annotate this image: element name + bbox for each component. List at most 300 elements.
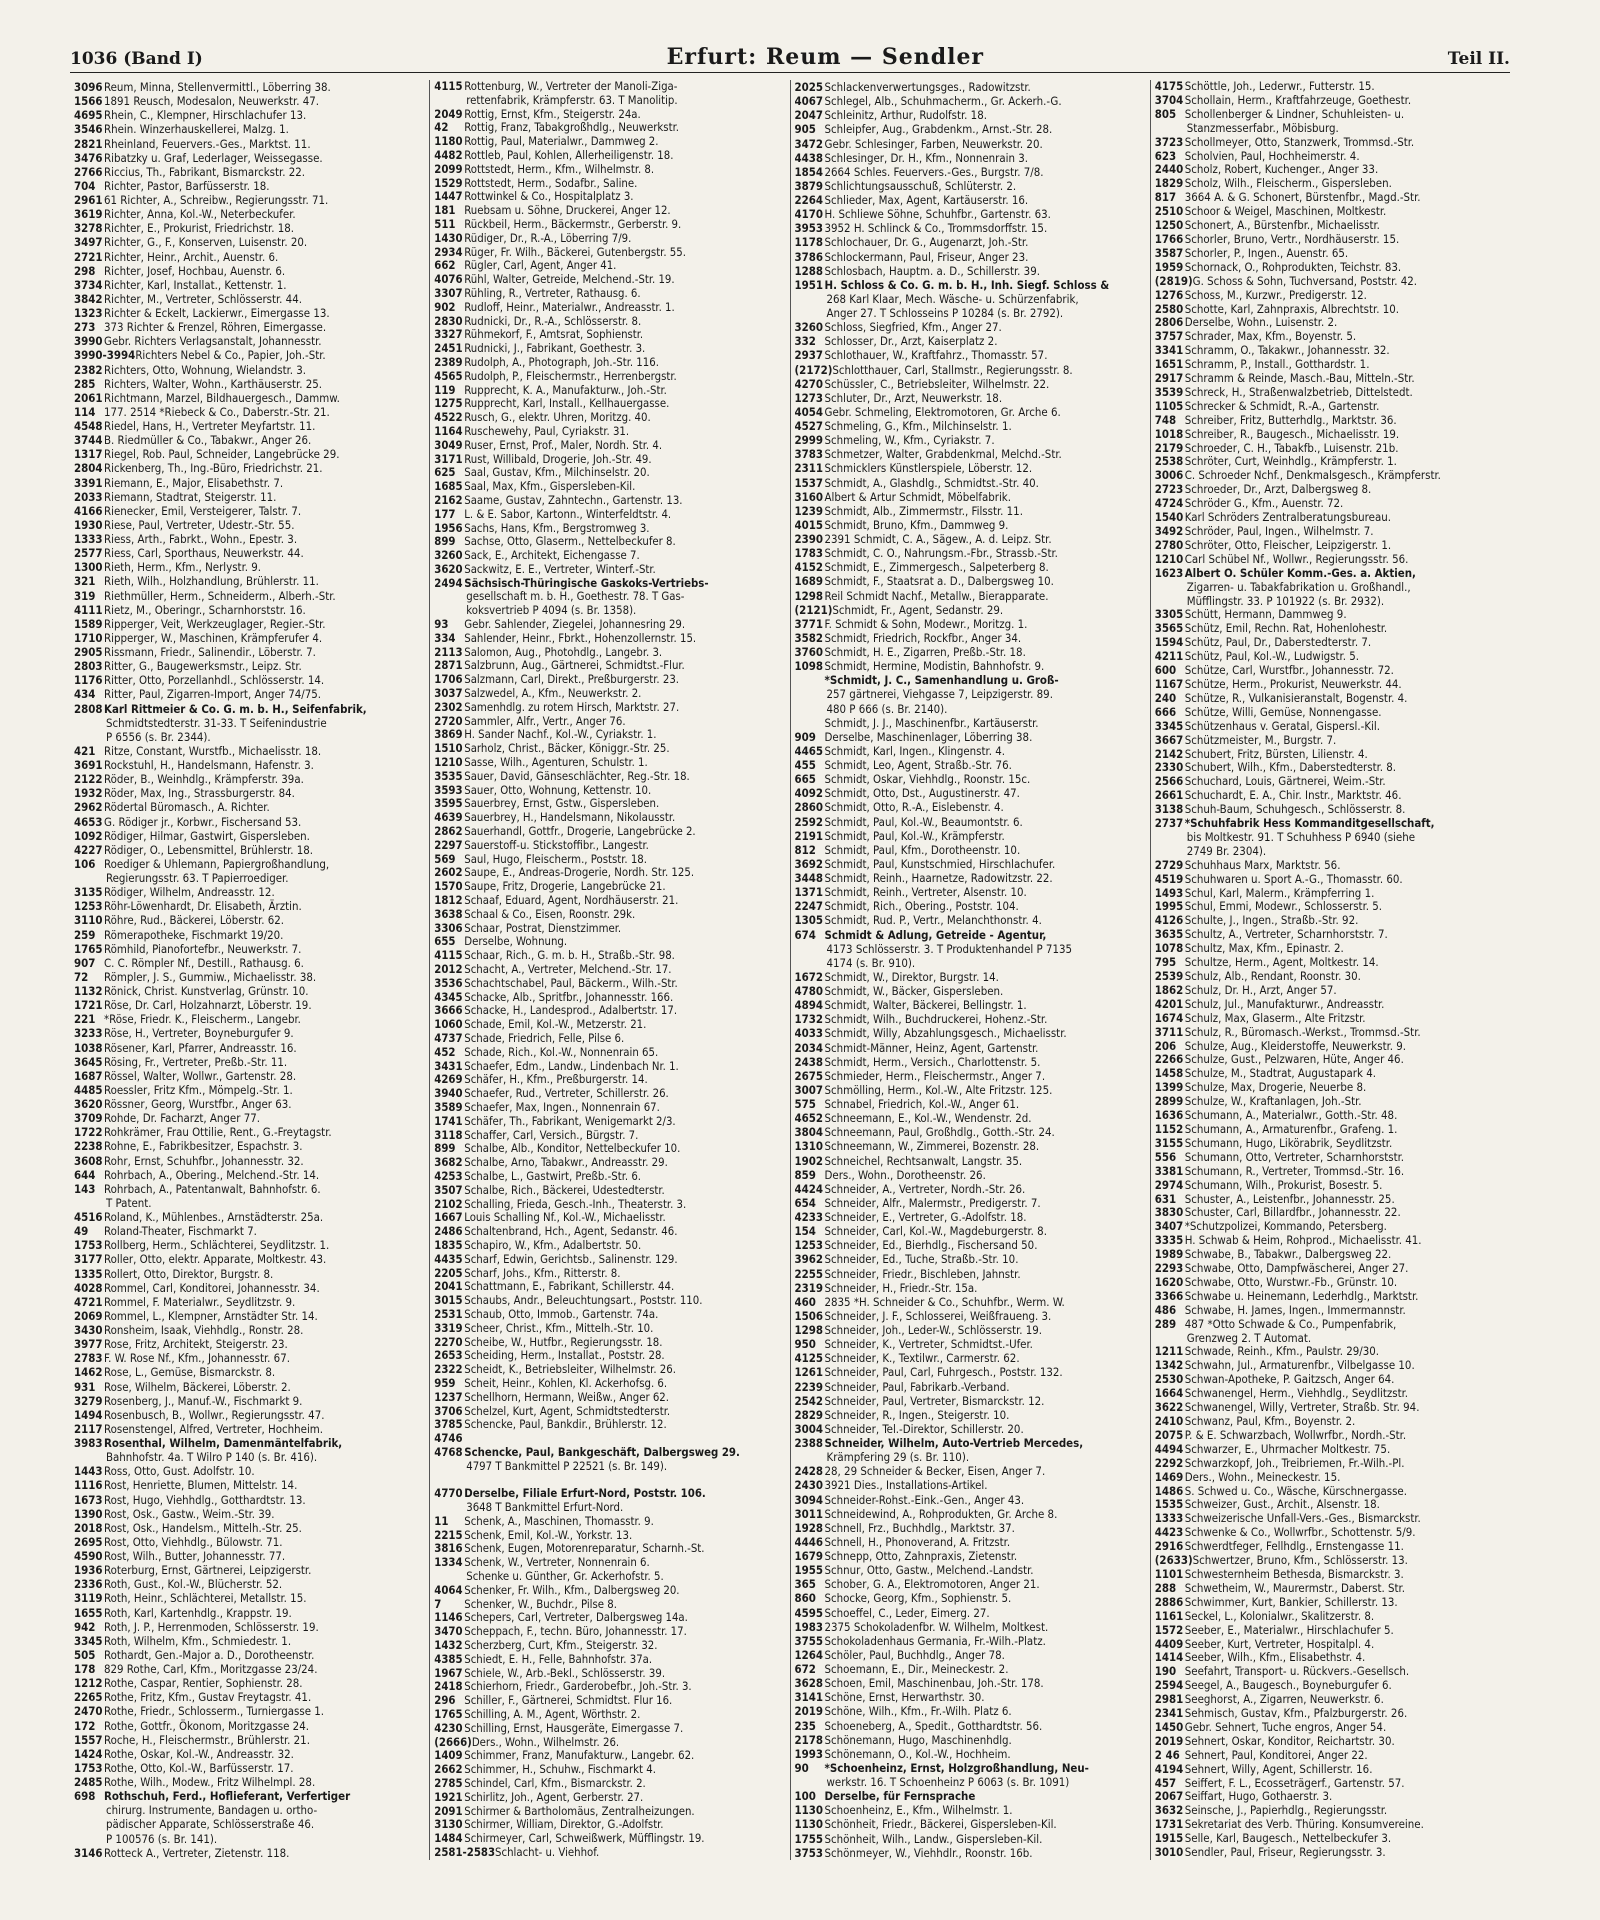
directory-entry bbox=[1155, 706, 1506, 720]
directory-entry bbox=[434, 1377, 785, 1391]
entry-text: Roth, Wilhelm, Kfm., Schmiedestr. 1. bbox=[104, 1633, 292, 1648]
directory-entry bbox=[74, 1606, 425, 1620]
entry-text: Ruebsam u. Söhne, Druckerei, Anger 12. bbox=[464, 204, 671, 218]
directory-entry bbox=[434, 1129, 785, 1143]
entry-text: Rudolph, A., Photograph, Joh.-Str. 116. bbox=[464, 355, 659, 369]
phone-number: 1673 bbox=[74, 1492, 103, 1507]
phone-number: 907 bbox=[74, 955, 96, 970]
directory-entry bbox=[1155, 330, 1506, 344]
directory-entry bbox=[434, 1667, 785, 1681]
entry-text: Schleipfer, Aug., Grabdenkm., Arnst.-Str. 28. bbox=[824, 122, 1053, 137]
entry-text: Schalling, Frieda, Gesch.-Inh., Theaterstr. 3. bbox=[464, 1197, 687, 1211]
entry-text: Sehnert, Willy, Agent, Schillerstr. 16. bbox=[1184, 1762, 1373, 1776]
directory-entry bbox=[795, 871, 1146, 885]
entry-text: P 100576 (s. Br. 141). bbox=[106, 1831, 218, 1846]
entry-text: Schenk, Eugen, Motorenreparatur, Scharnh.-St. bbox=[464, 1542, 705, 1556]
phone-number: 625 bbox=[434, 466, 456, 480]
directory-entry bbox=[1155, 469, 1506, 483]
directory-entry bbox=[434, 190, 785, 204]
entry-text: Schmetzer, Walter, Grabdenkmal, Melchd.-Str. bbox=[824, 447, 1062, 462]
directory-entry bbox=[795, 1719, 1146, 1733]
phone-number: 1060 bbox=[434, 1018, 463, 1032]
phone-number: 2255 bbox=[794, 1266, 824, 1281]
directory-entry bbox=[434, 1818, 785, 1832]
directory-entry bbox=[74, 786, 425, 800]
directory-entry bbox=[74, 843, 425, 857]
entry-text: Schoss, M., Kurzwr., Predigerstr. 12. bbox=[1184, 288, 1367, 302]
entry-text: Schüssler, C., Betriebsleiter, Wilhelmstr. 22. bbox=[824, 376, 1050, 391]
directory-entry bbox=[795, 899, 1146, 913]
entry-text: Schneemann, W., Zimmerei, Bozenstr. 28. bbox=[824, 1139, 1040, 1154]
entry-text: Schuhhaus Marx, Marktstr. 56. bbox=[1184, 858, 1341, 872]
directory-entry bbox=[1155, 1193, 1506, 1207]
directory-entry bbox=[434, 1060, 785, 1074]
directory-entry bbox=[434, 1749, 785, 1763]
phone-number: 1679 bbox=[794, 1549, 824, 1563]
directory-entry bbox=[74, 1154, 425, 1168]
entry-text: Rost, Osk., Handelsm., Mittelh.-Str. 25. bbox=[104, 1520, 302, 1535]
phone-number: 2860 bbox=[794, 800, 824, 815]
entry-text: Schumann, Wilh., Prokurist, Bosestr. 5. bbox=[1184, 1178, 1383, 1192]
entry-text: Sarholz, Christ., Bäcker, Königgr.-Str. 25. bbox=[464, 742, 670, 756]
phone-number: 1722 bbox=[74, 1125, 103, 1140]
phone-number: 1101 bbox=[1154, 1567, 1184, 1581]
phone-number: 3470 bbox=[434, 1625, 463, 1639]
phone-number: 3816 bbox=[434, 1542, 463, 1556]
phone-number: 486 bbox=[1154, 1303, 1177, 1317]
phone-number: 3366 bbox=[1154, 1289, 1184, 1303]
entry-text: Rottig, Franz, Tabakgroßhdlg., Neuwerkstr. bbox=[464, 121, 679, 135]
phone-number: 4385 bbox=[434, 1652, 463, 1666]
directory-entry bbox=[74, 1337, 425, 1351]
directory-entry bbox=[74, 1097, 425, 1111]
directory-entry bbox=[74, 871, 425, 885]
directory-entry bbox=[434, 922, 785, 936]
directory-entry bbox=[74, 603, 425, 617]
phone-number: 2330 bbox=[1154, 761, 1184, 775]
phone-number: 321 bbox=[74, 574, 96, 589]
entry-text: Louis Schalling Nf., Kol.-W., Michaelisstr. bbox=[464, 1211, 666, 1225]
directory-entry bbox=[1155, 1415, 1506, 1429]
directory-entry bbox=[1155, 859, 1506, 873]
phone-number: 3260 bbox=[794, 320, 824, 335]
entry-text: Röse, Dr. Carl, Holzahnarzt, Löberstr. 19. bbox=[104, 998, 312, 1013]
entry-text: Schokoladenhaus Germania, Fr.-Wilh.-Platz. bbox=[824, 1633, 1046, 1648]
directory-entry bbox=[1155, 511, 1506, 525]
phone-number: 2538 bbox=[1154, 455, 1184, 469]
directory-entry bbox=[74, 1210, 425, 1224]
phone-number: 2962 bbox=[74, 800, 103, 815]
entry-text: Roche, H., Fleischermstr., Brühlerstr. 21. bbox=[104, 1732, 310, 1747]
directory-entry bbox=[434, 108, 785, 122]
directory-entry bbox=[1155, 219, 1506, 233]
entry-text: Rost, Henriette, Blumen, Mittelstr. 14. bbox=[104, 1478, 298, 1493]
entry-text: Schumann, A., Materialwr., Gotth.-Str. 48. bbox=[1184, 1109, 1398, 1123]
phone-number: 2905 bbox=[74, 645, 103, 659]
directory-entry bbox=[1155, 1067, 1506, 1081]
directory-entry bbox=[434, 1584, 785, 1598]
entry-text: Schöne, Wilh., Kfm., Fr.-Wilh. Platz 6. bbox=[824, 1704, 1012, 1719]
entry-text: Seckel, L., Kolonialwr., Skalitzerstr. 8. bbox=[1184, 1609, 1375, 1623]
entry-text: Rollberg, Herm., Schlächterei, Seydlitzstr. 1. bbox=[104, 1238, 330, 1253]
phone-number: 909 bbox=[794, 729, 816, 744]
entry-text: Rottstedt, Herm., Kfm., Wilhelmstr. 8. bbox=[464, 162, 655, 176]
directory-entry bbox=[434, 632, 785, 646]
phone-number: 3306 bbox=[434, 921, 463, 935]
entry-text: Sauer, David, Gänseschlächter, Reg.-Str. 18. bbox=[464, 769, 690, 783]
phone-number: 1288 bbox=[794, 263, 824, 278]
directory-entry bbox=[795, 659, 1146, 673]
entry-text: Karl Rittmeier & Co. G. m. b. H., Seifenfabrik, bbox=[104, 701, 367, 716]
phone-number: 3037 bbox=[434, 687, 463, 701]
phone-number: 2297 bbox=[434, 838, 463, 852]
entry-text: Schaefer, Max, Ingen., Nonnenrain 67. bbox=[464, 1100, 660, 1114]
entry-text: Albert & Artur Schmidt, Möbelfabrik. bbox=[824, 489, 1011, 504]
directory-entry bbox=[434, 604, 785, 618]
directory-entry bbox=[434, 494, 785, 508]
entry-text: Schaub, Otto, Immob., Gartenstr. 74a. bbox=[464, 1307, 659, 1321]
directory-entry bbox=[434, 397, 785, 411]
entry-text: Schoemann, E., Dir., Meineckestr. 2. bbox=[824, 1662, 1009, 1676]
directory-entry bbox=[74, 800, 425, 814]
entry-text: Rost, Hugo, Viehhdlg., Gotthardtstr. 13. bbox=[104, 1492, 306, 1507]
directory-entry bbox=[1155, 177, 1506, 191]
directory-entry bbox=[74, 1111, 425, 1125]
phone-number: 2319 bbox=[794, 1280, 824, 1295]
entry-text: Schneider, E., Vertreter, G.-Adolfstr. 18. bbox=[824, 1210, 1027, 1224]
directory-entry bbox=[434, 1211, 785, 1225]
directory-entry bbox=[795, 1408, 1146, 1422]
entry-text: Albert O. Schüler Komm.-Ges. a. Aktien, bbox=[1184, 566, 1416, 580]
directory-entry bbox=[1155, 1012, 1506, 1026]
phone-number: 556 bbox=[1154, 1150, 1177, 1164]
entry-text: Schiele, W., Arb.-Bekl., Schlösserstr. 39. bbox=[464, 1666, 666, 1680]
directory-entry bbox=[1155, 873, 1506, 887]
entry-text: Rottig, Ernst, Kfm., Steigerstr. 24a. bbox=[464, 107, 641, 121]
directory-entry bbox=[1155, 1179, 1506, 1193]
directory-entry bbox=[434, 232, 785, 246]
directory-entry bbox=[434, 618, 785, 632]
phone-number: 3492 bbox=[1154, 525, 1184, 538]
phone-number: 3536 bbox=[434, 976, 463, 990]
directory-entry bbox=[1155, 734, 1506, 748]
directory-entry bbox=[434, 177, 785, 191]
phone-number: 1993 bbox=[794, 1746, 824, 1761]
entry-text: Schlesinger, Dr. H., Kfm., Nonnenrain 3. bbox=[824, 150, 1028, 165]
phone-number: 1167 bbox=[1154, 677, 1184, 691]
phone-number: 421 bbox=[74, 743, 96, 758]
phone-number: 235 bbox=[794, 1718, 816, 1733]
phone-number: 1098 bbox=[794, 659, 824, 674]
directory-entry bbox=[74, 1365, 425, 1379]
entry-text: Schlosbach, Hauptm. a. D., Schillerstr. 39. bbox=[824, 263, 1040, 278]
directory-entry bbox=[74, 1775, 425, 1789]
entry-text: Salzmann, Carl, Direkt., Preßburgerstr. 23. bbox=[464, 673, 680, 687]
entry-text: Schwanz, Paul, Kfm., Boyenstr. 2. bbox=[1184, 1415, 1356, 1428]
phone-number: 2594 bbox=[1154, 1679, 1184, 1693]
phone-number: 4211 bbox=[1154, 650, 1184, 664]
phone-number: 2451 bbox=[434, 342, 463, 356]
entry-text: Schulz, Alb., Rendant, Roonstr. 30. bbox=[1184, 970, 1361, 983]
directory-entry bbox=[1155, 956, 1506, 970]
phone-number: (2121) bbox=[794, 602, 833, 617]
phone-number: 3755 bbox=[794, 1633, 824, 1648]
phone-number: 4194 bbox=[1154, 1762, 1184, 1776]
entry-text: Schaefer, Edm., Landw., Lindenbach Nr. 1. bbox=[464, 1059, 679, 1073]
entry-text: Roediger & Uhlemann, Papiergroßhandlung, bbox=[104, 856, 330, 871]
directory-entry bbox=[795, 1210, 1146, 1224]
directory-entry bbox=[1155, 1846, 1506, 1860]
entry-text: Schaltenbrand, Hch., Agent, Sedanstr. 46. bbox=[464, 1225, 678, 1239]
entry-text: Schramm, P., Install., Gotthardstr. 1. bbox=[1184, 358, 1370, 372]
phone-number: 1915 bbox=[1154, 1832, 1184, 1846]
entry-text: Sauerstoff-u. Stickstoffibr., Langestr. bbox=[464, 838, 649, 852]
entry-text: Sehnert, Oskar, Konditor, Reichartstr. 30. bbox=[1184, 1734, 1395, 1748]
phone-number: 3345 bbox=[1154, 719, 1184, 733]
directory-entry bbox=[795, 207, 1146, 221]
directory-entry bbox=[74, 405, 425, 419]
directory-entry bbox=[795, 1394, 1146, 1408]
phone-number: 2215 bbox=[434, 1528, 463, 1542]
phone-number: 748 bbox=[1154, 413, 1177, 427]
directory-entry bbox=[795, 193, 1146, 207]
phone-number: 106 bbox=[74, 856, 96, 871]
phone-number: 905 bbox=[794, 122, 816, 137]
directory-entry bbox=[74, 617, 425, 631]
entry-text: Rössel, Walter, Wollwr., Gartenstr. 28. bbox=[104, 1068, 297, 1083]
entry-text: 2391 Schmidt, C. A., Sägew., A. d. Leipz. Str. bbox=[824, 532, 1052, 546]
phone-number: 3757 bbox=[1154, 330, 1184, 344]
phone-number: 1432 bbox=[434, 1639, 463, 1653]
entry-text: 61 Richter, A., Schreibw., Regierungsstr. 71. bbox=[104, 193, 329, 207]
directory-entry bbox=[434, 646, 785, 660]
phone-number: 1211 bbox=[1154, 1345, 1184, 1359]
phone-number: 93 bbox=[434, 618, 449, 632]
entry-text: Rusch, G., elektr. Uhren, Moritzg. 40. bbox=[464, 411, 651, 425]
entry-text: Schneemann, Paul, Großhdlg., Gotth.-Str. 24. bbox=[824, 1125, 1055, 1140]
directory-entry bbox=[795, 461, 1146, 475]
entry-text: Salzwedel, A., Kfm., Neuwerkstr. 2. bbox=[464, 687, 642, 701]
directory-entry bbox=[1155, 1554, 1506, 1568]
phone-number: 2341 bbox=[1154, 1707, 1184, 1721]
entry-text: Schmidt, A., Glashdlg., Schmidtst.-Str. 40. bbox=[824, 475, 1039, 490]
entry-text: Rust, Willibald, Drogerie, Joh.-Str. 49. bbox=[464, 452, 652, 466]
phone-number: 3666 bbox=[434, 1004, 463, 1018]
phone-number: 1687 bbox=[74, 1068, 103, 1083]
directory-entry bbox=[795, 1041, 1146, 1055]
directory-entry bbox=[434, 1542, 785, 1556]
entry-text: Bahnhofstr. 4a. T Wilro P 140 (s. Br. 416). bbox=[106, 1450, 318, 1465]
phone-number: 452 bbox=[434, 1045, 456, 1059]
phone-number: 4519 bbox=[1154, 872, 1184, 886]
directory-entry bbox=[795, 1789, 1146, 1803]
directory-entry bbox=[1155, 845, 1506, 859]
phone-number: 2247 bbox=[794, 899, 824, 914]
directory-entry bbox=[434, 1225, 785, 1239]
directory-entry bbox=[795, 1380, 1146, 1394]
directory-entry bbox=[434, 1556, 785, 1570]
directory-entry bbox=[434, 1791, 785, 1805]
phone-number: 1506 bbox=[794, 1308, 824, 1323]
phone-number: 2034 bbox=[794, 1040, 824, 1055]
phone-number: 1443 bbox=[74, 1464, 103, 1479]
entry-text: Sack, E., Architekt, Eichengasse 7. bbox=[464, 549, 640, 563]
directory-entry bbox=[434, 659, 785, 673]
phone-number: 655 bbox=[434, 935, 456, 949]
directory-entry bbox=[74, 659, 425, 673]
directory-entry bbox=[795, 1803, 1146, 1817]
phone-number: 1116 bbox=[74, 1478, 103, 1493]
directory-entry bbox=[74, 1563, 425, 1577]
phone-number: 1655 bbox=[74, 1605, 103, 1620]
entry-text: Rhein. Winzerhauskellerei, Malzg. 1. bbox=[104, 122, 289, 137]
entry-text: Schäfer, H., Kfm., Preßburgerstr. 14. bbox=[464, 1073, 648, 1087]
page-header bbox=[70, 44, 1510, 73]
directory-entry bbox=[74, 433, 425, 447]
directory-entry bbox=[434, 1349, 785, 1363]
directory-entry bbox=[74, 702, 425, 716]
directory-entry bbox=[74, 1521, 425, 1535]
phone-number: 623 bbox=[1154, 149, 1177, 163]
phone-number: 3146 bbox=[74, 1845, 103, 1860]
directory-entry bbox=[1155, 692, 1506, 706]
phone-number: 665 bbox=[794, 772, 816, 787]
phone-number: 3734 bbox=[74, 277, 103, 292]
phone-number: 3141 bbox=[794, 1690, 824, 1705]
phone-number: 3345 bbox=[74, 1633, 103, 1648]
directory-entry bbox=[434, 1432, 785, 1446]
directory-entry bbox=[795, 348, 1146, 362]
directory-entry bbox=[74, 1069, 425, 1083]
phone-number: 288 bbox=[1154, 1581, 1177, 1595]
phone-number: 3472 bbox=[794, 136, 824, 151]
phone-number: 3723 bbox=[1154, 135, 1184, 149]
entry-text: Richter, Pastor, Barfüsserstr. 18. bbox=[104, 178, 270, 193]
directory-entry bbox=[795, 1224, 1146, 1238]
directory-entry bbox=[1155, 567, 1506, 581]
entry-text: Roland, K., Mühlenbes., Arnstädterstr. 25a. bbox=[104, 1210, 324, 1224]
phone-number: 1535 bbox=[1154, 1498, 1184, 1512]
entry-text: Schlochauer, Dr. G., Augenarzt, Joh.-Str. bbox=[824, 235, 1029, 250]
directory-entry bbox=[1155, 984, 1506, 998]
phone-number: 3667 bbox=[1154, 733, 1184, 747]
phone-number: 3341 bbox=[1154, 344, 1184, 358]
phone-number: 1689 bbox=[794, 574, 824, 589]
phone-number: 2695 bbox=[74, 1534, 103, 1549]
phone-number: 3595 bbox=[434, 797, 463, 811]
directory-entry bbox=[1155, 1777, 1506, 1791]
entry-text: Rieth, Herm., Kfm., Nerlystr. 9. bbox=[104, 560, 262, 575]
entry-text: Schenke u. Günther, Gr. Ackerhofstr. 5. bbox=[466, 1570, 664, 1584]
phone-number: 505 bbox=[74, 1647, 96, 1662]
entry-text: Schmidt, Oskar, Viehhdlg., Roonstr. 15c. bbox=[824, 772, 1031, 787]
entry-text: Sasse, Wilh., Agenturen, Schulstr. 1. bbox=[464, 756, 648, 770]
entry-text: Schumann, Otto, Vertreter, Scharnhorststr. bbox=[1184, 1150, 1405, 1164]
phone-number: 3709 bbox=[74, 1111, 103, 1126]
phone-number: 2729 bbox=[1154, 858, 1184, 872]
directory-entry bbox=[795, 391, 1146, 405]
entry-text: F. Schmidt & Sohn, Modewr., Moritzg. 1. bbox=[824, 616, 1028, 631]
phone-number: 1936 bbox=[74, 1563, 103, 1578]
directory-entry bbox=[1155, 525, 1506, 539]
directory-entry bbox=[795, 1365, 1146, 1379]
directory-entry bbox=[74, 1676, 425, 1690]
entry-text: Schmidt, Rud. P., Vertr., Melanchthonstr. 4. bbox=[824, 913, 1042, 928]
entry-text: Seiffert, F. L., Ecosseträgerf., Gartenstr. 57. bbox=[1184, 1776, 1405, 1790]
directory-entry bbox=[1155, 803, 1506, 817]
directory-entry bbox=[434, 287, 785, 301]
phone-number: 334 bbox=[434, 631, 456, 645]
phone-number: 2581-2583 bbox=[434, 1846, 496, 1859]
entry-text: Sauerbrey, Ernst, Gstw., Gispersleben. bbox=[464, 797, 660, 811]
entry-text: Gebr. Richters Verlagsanstalt, Johannesstr. bbox=[104, 334, 322, 349]
directory-entry bbox=[1155, 205, 1506, 219]
entry-text: Schaaf, Eduard, Agent, Nordhäuserstr. 21. bbox=[464, 894, 679, 908]
directory-entry bbox=[1155, 1248, 1506, 1262]
directory-entry bbox=[74, 94, 425, 108]
phone-number: 1594 bbox=[1154, 636, 1184, 650]
entry-text: G. Rödiger jr., Korbwr., Fischersand 53. bbox=[104, 814, 302, 829]
entry-text: Riess, Carl, Sporthaus, Neuwerkstr. 44. bbox=[104, 546, 304, 561]
directory-entry bbox=[1155, 581, 1506, 595]
entry-text: Derselbe, für Fernsprache bbox=[824, 1789, 976, 1804]
phone-number: 1989 bbox=[1154, 1248, 1184, 1262]
entry-text: Schmidt, Paul, Kunstschmied, Hirschlachufer. bbox=[824, 856, 1056, 871]
entry-text: Scheit, Heinr., Kohlen, Kl. Ackerhofsg. 6. bbox=[464, 1376, 668, 1390]
phone-number: 3233 bbox=[74, 1026, 103, 1041]
directory-entry bbox=[1155, 1471, 1506, 1485]
phone-number: 1180 bbox=[434, 135, 463, 149]
entry-text: Schulze, W., Kraftanlagen, Joh.-Str. bbox=[1184, 1095, 1362, 1109]
entry-text: Rotteck A., Vertreter, Zietenstr. 118. bbox=[104, 1845, 290, 1860]
directory-entry bbox=[434, 770, 785, 784]
directory-entry bbox=[1155, 914, 1506, 928]
directory-entry bbox=[795, 306, 1146, 320]
directory-entry bbox=[74, 1733, 425, 1747]
phone-number: 2382 bbox=[74, 362, 103, 377]
phone-number: 1959 bbox=[1154, 260, 1184, 274]
phone-number: 3869 bbox=[434, 728, 463, 742]
phone-number: 2494 bbox=[434, 576, 463, 590]
phone-number: 2179 bbox=[1154, 441, 1184, 455]
entry-text: Rösener, Karl, Pfarrer, Andreasstr. 16. bbox=[104, 1040, 297, 1055]
directory-entry bbox=[1155, 1568, 1506, 1582]
phone-number: 1510 bbox=[434, 742, 463, 756]
directory-entry bbox=[434, 163, 785, 177]
entry-text: Schuchardt, E. A., Chir. Instr., Marktstr. 46. bbox=[1184, 789, 1402, 803]
directory-entry bbox=[1155, 233, 1506, 247]
directory-entry bbox=[1155, 1526, 1506, 1540]
phone-number: 2530 bbox=[1154, 1373, 1184, 1387]
phone-number: 2542 bbox=[794, 1393, 824, 1408]
entry-text: Rheinland, Feuervers.-Ges., Marktst. 11. bbox=[104, 136, 311, 151]
entry-text: gesellschaft m. b. H., Goethestr. 78. T Gas- bbox=[466, 590, 685, 604]
directory-entry bbox=[1155, 678, 1506, 692]
phone-number: 3706 bbox=[434, 1404, 463, 1418]
entry-text: Anger 27. T Schlosseins P 10284 (s. Br. 2792). bbox=[826, 306, 1064, 320]
phone-number: 4409 bbox=[1154, 1637, 1184, 1651]
phone-number: 2783 bbox=[74, 1351, 103, 1366]
entry-text: Röder, Max, Ing., Strassburgerstr. 84. bbox=[104, 786, 295, 801]
phone-number: 2470 bbox=[74, 1704, 103, 1719]
directory-entry bbox=[74, 334, 425, 348]
directory-entry bbox=[74, 221, 425, 235]
phone-number: 1732 bbox=[794, 1012, 824, 1027]
entry-text: Schoenheinz, E., Kfm., Wilhelmstr. 1. bbox=[824, 1803, 1013, 1818]
directory-entry bbox=[1155, 1206, 1506, 1220]
entry-text: Scholz, Robert, Kuchenger., Anger 33. bbox=[1184, 163, 1379, 177]
entry-text: Grenzweg 2. T Automat. bbox=[1186, 1331, 1312, 1345]
